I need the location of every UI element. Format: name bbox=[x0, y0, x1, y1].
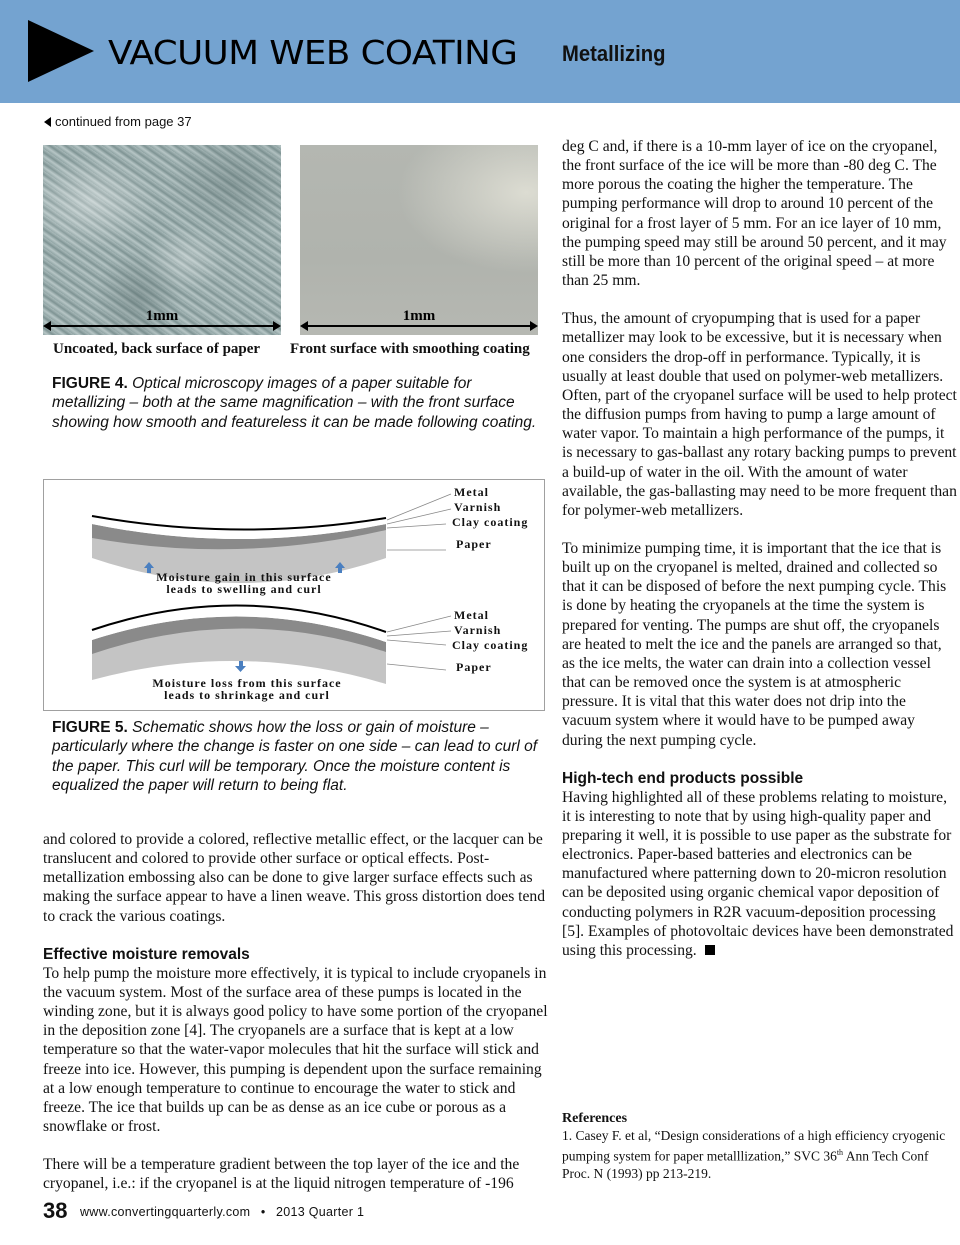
subsection-title: Metallizing bbox=[562, 41, 666, 66]
body-paragraph bbox=[562, 788, 957, 960]
layer-label-paper: Paper bbox=[456, 660, 492, 674]
end-of-article-square-icon bbox=[705, 945, 715, 955]
arrow-down-icon bbox=[235, 661, 246, 672]
section-heading: High-tech end products possible bbox=[562, 769, 804, 787]
layer-label-varnish: Varnish bbox=[454, 500, 502, 514]
microscopy-image-coated bbox=[300, 145, 538, 335]
curl-diagram-shrinkage bbox=[92, 605, 528, 702]
figure-4-caption bbox=[52, 374, 542, 432]
scale-label: 1mm bbox=[402, 308, 436, 324]
footer-url[interactable]: www.convertingquarterly.com bbox=[79, 1205, 251, 1219]
figure-label: FIGURE 5. bbox=[52, 719, 128, 736]
layer-label-metal: Metal bbox=[454, 485, 489, 499]
body-paragraph: Thus, the amount of cryopumping that is used for a paper metallizer may look to be excessive, but it is necessary when one considers the drop-off in performance. Typically, it is usually at least double that used on polymer-web metallizers. Often, part of the cryopanel surface will be used to help protect the diffusion pumps from having to pump a large amount of water vapor. To maintain a high performance of the pumps, it is necessary to gas-ballast any rotary backing pumps to prevent a build-up of water in the oil. With the amount of water available, the gas-ballasting may need to be more frequent than for polymer-web metallizers. bbox=[562, 310, 957, 519]
figure-4 bbox=[43, 145, 545, 370]
continued-from-link[interactable] bbox=[44, 114, 192, 129]
paragraph-text: Having highlighted all of these problems relating to moisture, it is interesting to note that by using high-quality paper and preparing it well, it is possible to use paper as the substrate for electronics. Paper-based batteries and electronics can be manufactured where patterning down to 20-micron resolution can be deposited using organic chemical vapor deposition of conducting polymers in R2R vacuum-deposition processing [5]. Examples of photovoltaic devices have been demonstrated using this processing. bbox=[562, 788, 954, 959]
figure-5-schematic bbox=[43, 479, 545, 711]
moisture-gain-note-line1: Moisture gain in this surface bbox=[156, 570, 332, 584]
page-header-banner bbox=[0, 0, 960, 103]
layer-label-metal: Metal bbox=[454, 608, 489, 622]
figure-label: FIGURE 4. bbox=[52, 375, 128, 392]
reference-item bbox=[562, 1127, 952, 1182]
scale-bar bbox=[45, 325, 279, 327]
continued-text: continued from page 37 bbox=[55, 114, 192, 129]
body-paragraph: and colored to provide a colored, reflective metallic effect, or the lacquer can be translucent and colored to provide other surface or optical effects. Post-metallization embossing also can be done to give larger surface effects such as making the surface appear to have a linen weave. This gross distortion does tend to crack the various coatings. bbox=[43, 831, 546, 925]
layer-label-clay: Clay coating bbox=[452, 638, 529, 652]
reference-superscript: th bbox=[836, 1148, 844, 1158]
arrow-left-icon bbox=[44, 117, 51, 127]
page-number: 38 bbox=[43, 1198, 68, 1223]
page-footer bbox=[43, 1198, 364, 1224]
microscopy-image-uncoated bbox=[43, 145, 281, 335]
moisture-loss-note-line2: leads to shrinkage and curl bbox=[164, 688, 330, 702]
layer-label-clay: Clay coating bbox=[452, 515, 529, 529]
layer-label-varnish: Varnish bbox=[454, 623, 502, 637]
magazine-section-title: VACUUM WEB COATING bbox=[108, 33, 518, 72]
curl-diagram-swelling bbox=[92, 485, 528, 596]
figure-caption-text: Optical microscopy images of a paper suitable for metallizing – both at the same magnification – with the front surface showing how smooth and featureless it can be made following coating. bbox=[52, 375, 537, 431]
footer-separator: • bbox=[260, 1205, 266, 1219]
body-paragraph: There will be a temperature gradient between the top layer of the ice and the cryopanel, i.e.: if the cryopanel is at the liquid nitrogen temperature of -196 bbox=[43, 1156, 520, 1193]
play-triangle-icon bbox=[28, 20, 94, 82]
reference-text: 1. Casey F. et al, “Design considerations of a high efficiency cryogenic pumping system for paper metalllization,” SVC 36 bbox=[562, 1128, 946, 1164]
moisture-loss-note-line1: Moisture loss from this surface bbox=[152, 676, 342, 690]
references-heading: References bbox=[562, 1111, 628, 1126]
left-column-body bbox=[43, 830, 548, 1194]
body-paragraph: To help pump the moisture more effectively, it is typical to include cryopanels in the vacuum system. Most of the surface area of these pumps is located in the winding zone, but it is always good policy to have some portion of the cryopanel in the deposition zone [4]. The cryopanels are a surface that is kept at a low temperature so that the water-vapor molecules that hit the surface will stick and freeze into ice. However, this pumping is dependent upon the surface remaining at a low enough temperature to continue to encourage the water to stick and freeze. The ice that builds up can be as dense as an ice cube or porous as a snowflake or frost. bbox=[43, 964, 548, 1136]
reference-text: Ann Tech Conf Proc. N (1993) pp 213-219. bbox=[562, 1148, 929, 1182]
references-section bbox=[562, 1110, 952, 1182]
image-caption-uncoated: Uncoated, back surface of paper bbox=[53, 341, 261, 357]
figure-5-caption bbox=[52, 718, 547, 796]
right-column-body bbox=[562, 137, 957, 960]
footer-issue: 2013 Quarter 1 bbox=[275, 1205, 365, 1219]
scale-bar bbox=[302, 325, 536, 327]
layer-label-paper: Paper bbox=[456, 537, 492, 551]
image-caption-coated: Front surface with smoothing coating bbox=[290, 341, 530, 357]
body-paragraph: deg C and, if there is a 10-mm layer of ice on the cryopanel, the front surface of the ice will be more than -80 deg C. The more porous the coating the higher the temperature. The pumping performance will drop to around 10 percent of the original for a frost layer of 5 mm. For an ice layer of 10 mm, the pumping speed may still be around 50 percent, and it may still be more than 10 percent of the original speed – at more than 25 mm. bbox=[562, 138, 947, 290]
figure-caption-text: Schematic shows how the loss or gain of moisture – particularly where the change is faster on one side – can lead to curl of the paper. This curl will be temporary. Once the moisture content is equalized the paper will return to being flat. bbox=[52, 719, 538, 795]
scale-label: 1mm bbox=[145, 308, 179, 324]
section-heading: Effective moisture removals bbox=[43, 945, 250, 963]
body-paragraph: To minimize pumping time, it is important that the ice that is built up on the cryopanel is melted, drained and collected so that it can be disposed of before the next pumping cycle. This is done by heating the cryopanels at the time the system is prepared for venting. The pumps are shut off, the cryopanels are heated to melt the ice and the panels are arranged so that, as the ice melts, the water can drain into a collection vessel that can be removed once the system is at atmospheric pressure. It is vital that this water does not drip into the vacuum system where it would have to be pumped away during the next pumping cycle. bbox=[562, 539, 947, 749]
moisture-gain-note-line2: leads to swelling and curl bbox=[166, 582, 322, 596]
